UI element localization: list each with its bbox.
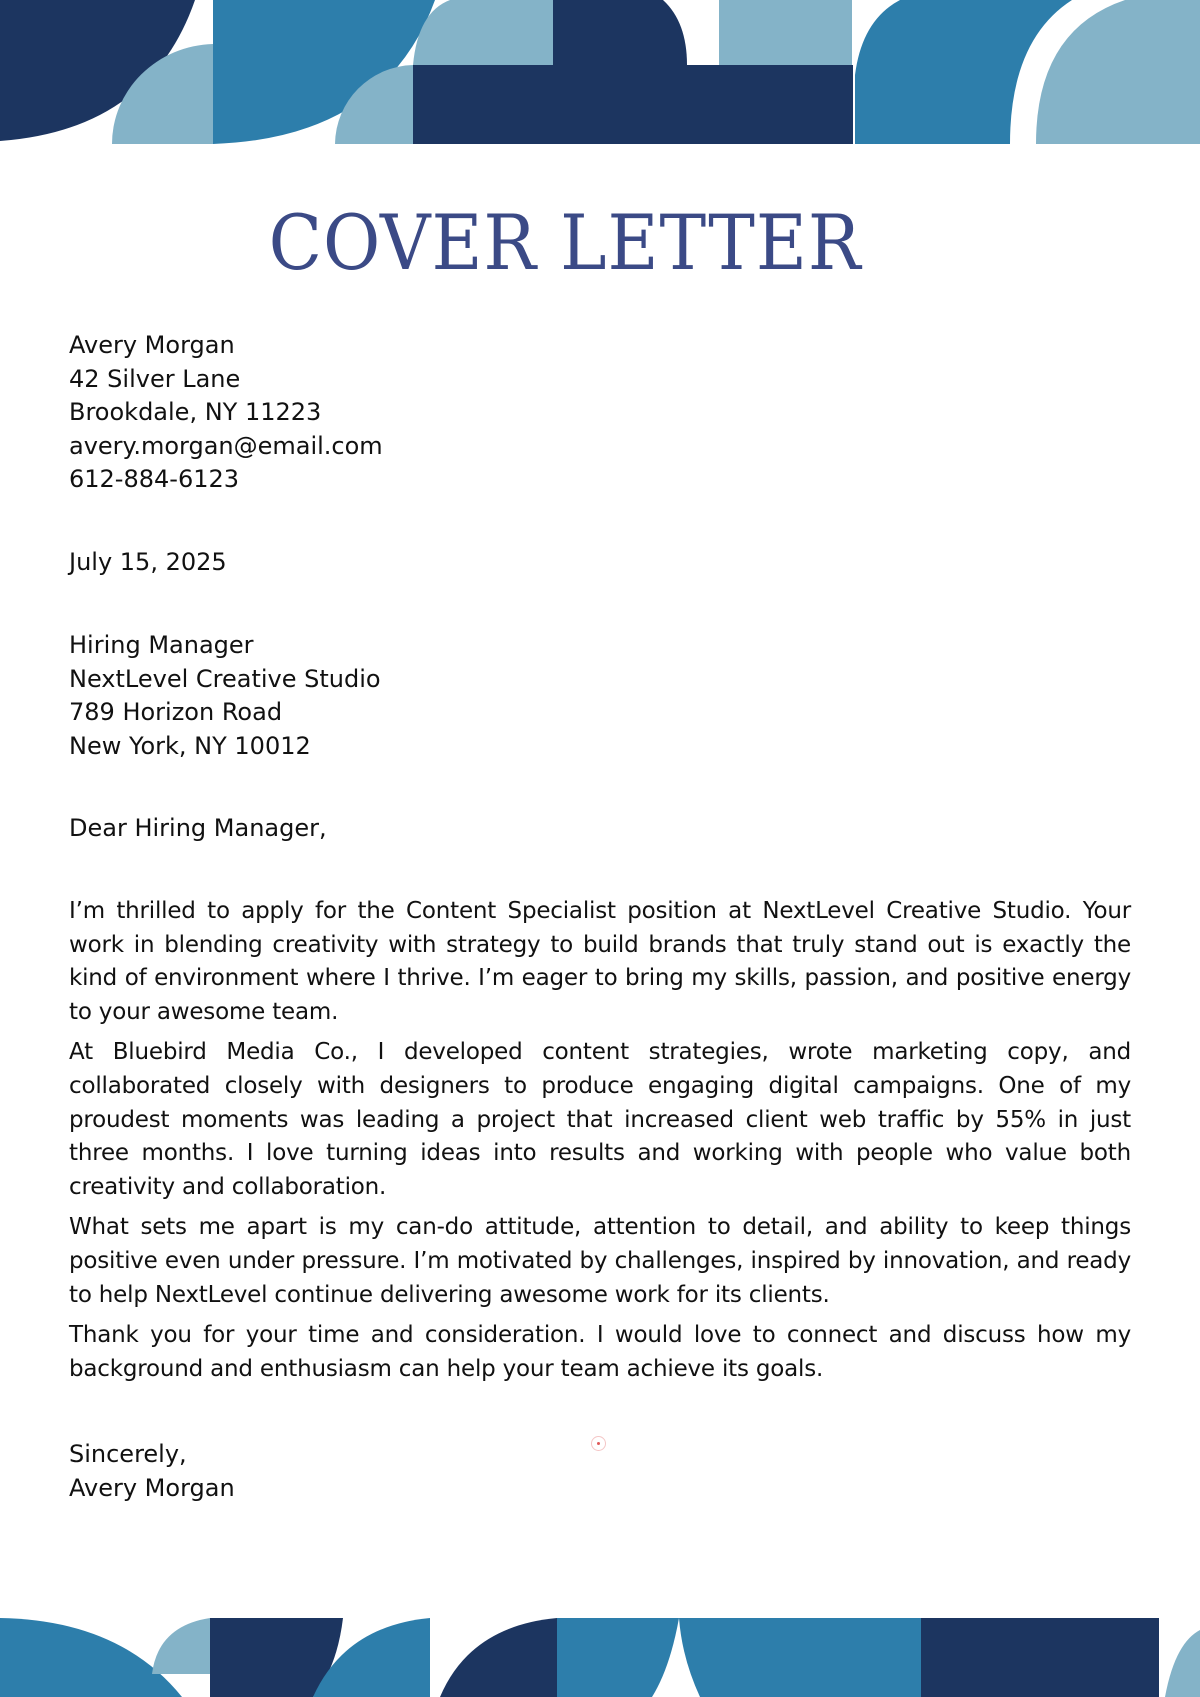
- bottom-decorative-band: [0, 1618, 1200, 1697]
- sender-address-block: [69, 329, 1131, 497]
- blue-rectangle-shape: [557, 1618, 679, 1697]
- body-paragraph: Thank you for your time and consideration. I would love to connect and discuss how my background and enthusiasm can help your team achieve its goals.: [69, 1322, 1131, 1382]
- letter-date: [69, 546, 1131, 580]
- body-paragraph: At Bluebird Media Co., I developed content strategies, wrote marketing copy, and collaborated closely with designers to produce engaging digital campaigns. One of my proudest moments was leading a project that increased client web traffic by 55% in just three months. I love turning ideas into results and working with people who value both creativity and collaboration.: [69, 1039, 1131, 1200]
- greeting: [69, 812, 1131, 846]
- recipient-company: NextLevel Creative Studio: [69, 664, 381, 693]
- recipient-city: New York, NY 10012: [69, 731, 311, 760]
- sender-email: avery.morgan@email.com: [69, 431, 383, 460]
- light-blue-arch-shape: [413, 0, 553, 65]
- navy-arch-shape: [553, 0, 687, 65]
- recipient-address-block: [69, 629, 1131, 763]
- sender-phone: 612-884-6123: [69, 465, 240, 494]
- closing-block: [69, 1438, 1131, 1505]
- greeting-text: Dear Hiring Manager,: [69, 814, 327, 842]
- sender-city: Brookdale, NY 11223: [69, 398, 322, 427]
- sender-street: 42 Silver Lane: [69, 364, 241, 393]
- navy-rectangle-shape: [921, 1618, 1159, 1697]
- body-paragraph: I’m thrilled to apply for the Content Specialist position at NextLevel Creative Studio. Your work in blending creativity with strategy to build brands that truly stand out is exactly the kind of environment where I thrive. I’m eager to bring my skills, passion, and positive energy to your awesome team.: [69, 898, 1131, 1025]
- blue-arch-shape: [679, 1618, 921, 1697]
- top-decorative-band: [0, 0, 1200, 144]
- date-text: July 15, 2025: [69, 548, 227, 576]
- light-blue-arch-shape: [1036, 0, 1200, 144]
- bottom-shapes: [0, 1618, 1200, 1697]
- light-blue-quarter-circle-shape: [1165, 1630, 1200, 1697]
- signature-name: Avery Morgan: [69, 1473, 235, 1502]
- top-shapes: [0, 0, 1200, 144]
- light-blue-rectangle-shape: [719, 0, 852, 65]
- navy-rectangle-shape: [413, 65, 853, 144]
- recipient-title: Hiring Manager: [69, 631, 254, 659]
- sender-name: Avery Morgan: [69, 331, 235, 359]
- valediction: Sincerely,: [69, 1440, 187, 1468]
- recipient-street: 789 Horizon Road: [69, 698, 283, 727]
- navy-quarter-circle-shape: [440, 1618, 557, 1697]
- blue-quarter-circle-shape: [0, 1618, 182, 1697]
- light-blue-quarter-circle-shape: [152, 1618, 210, 1674]
- page-title: COVER LETTER: [268, 198, 862, 287]
- letter-body: [69, 895, 1131, 1393]
- body-paragraph: What sets me apart is my can-do attitude, attention to detail, and ability to keep things positive even under pressure. I’m motivated by challenges, inspired by innovation, and ready to help NextLevel continue delivering awesome work for its clients.: [69, 1214, 1131, 1308]
